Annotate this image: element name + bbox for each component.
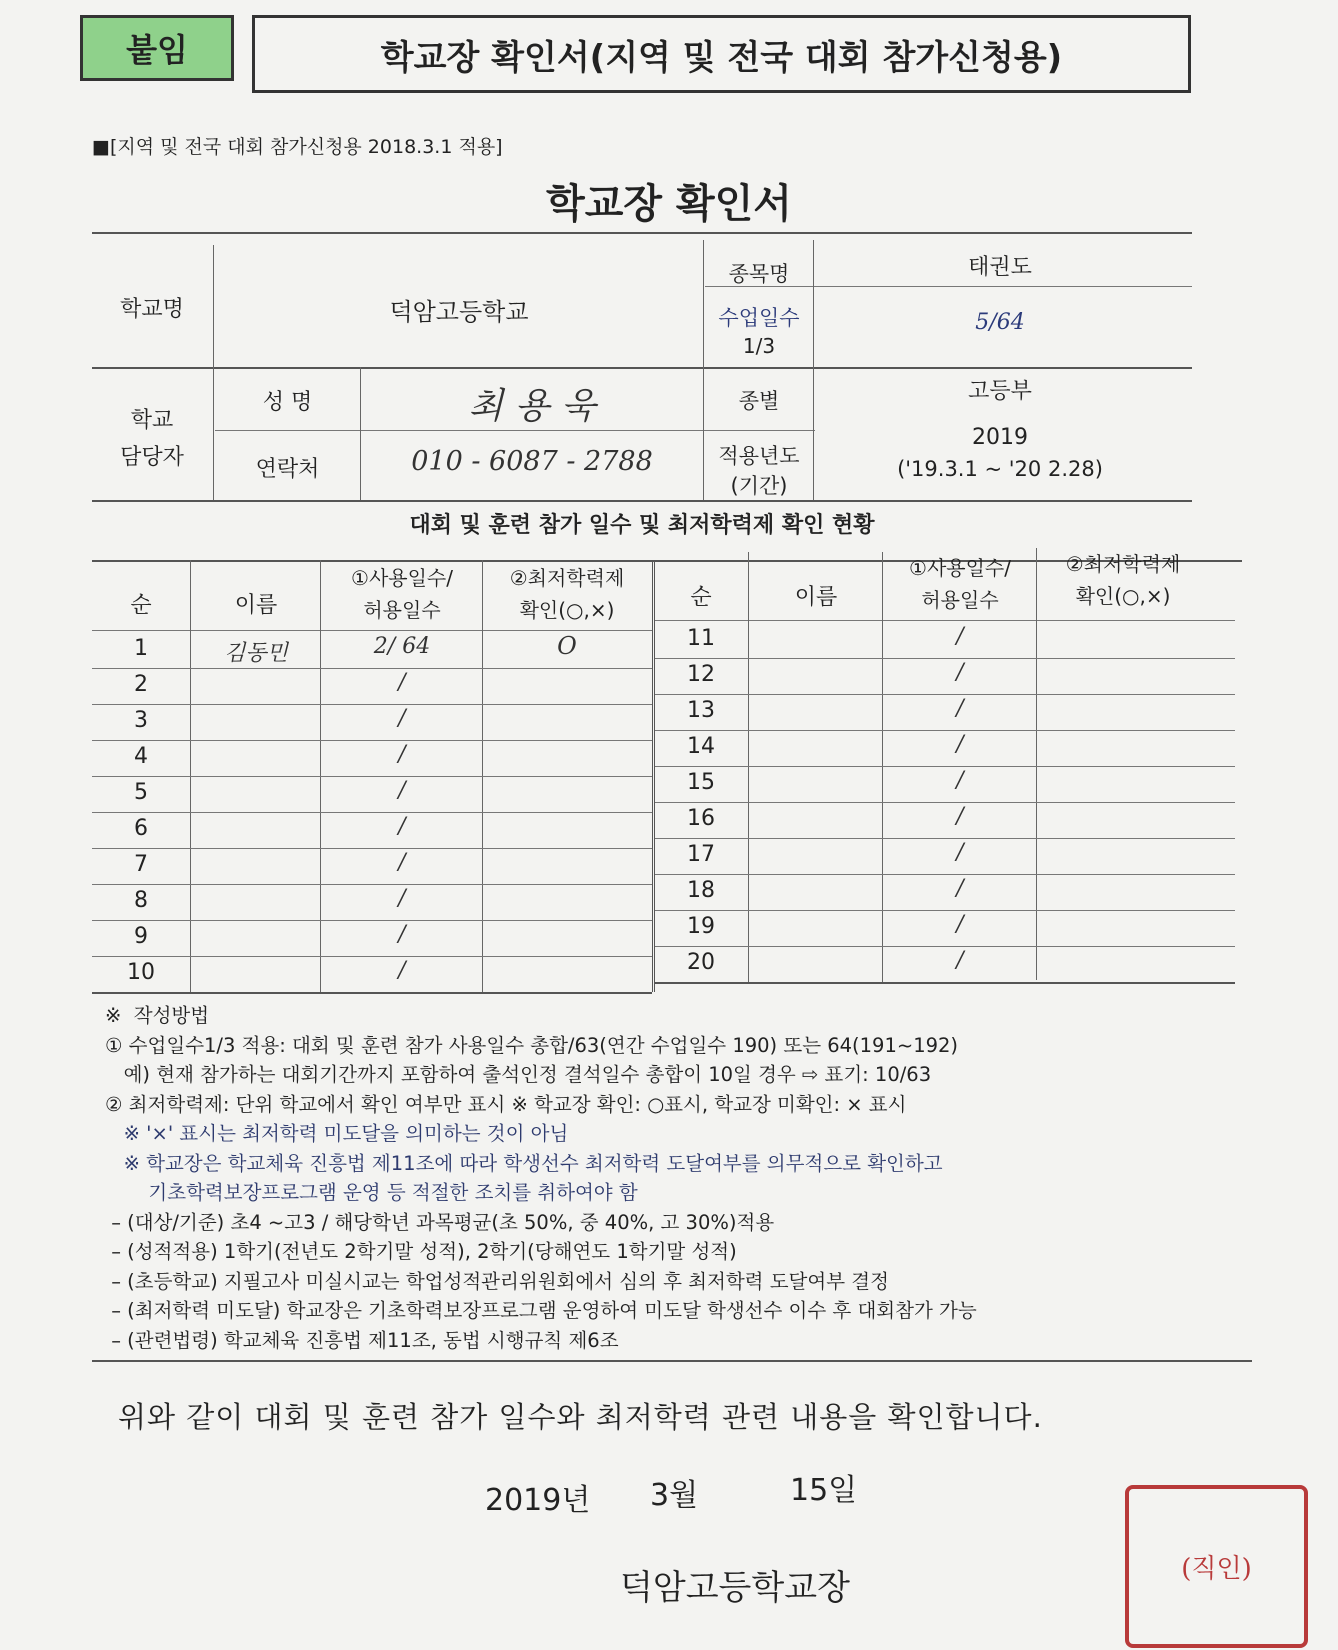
row-number: 19 xyxy=(687,914,715,939)
person-name-label: 성 명 xyxy=(262,390,313,415)
row-days: / xyxy=(398,742,406,767)
year-label-period: (기간) xyxy=(730,474,788,498)
header-check-left-2: 확인(○,×) xyxy=(519,598,615,622)
year-value: 2019 xyxy=(972,425,1028,450)
contact-row-divider xyxy=(215,430,705,431)
row-divider xyxy=(655,838,1235,839)
row-days: / xyxy=(956,768,964,793)
row-divider xyxy=(92,776,652,777)
row-number: 11 xyxy=(687,626,715,651)
info-col-line-4 xyxy=(813,240,814,500)
row-divider xyxy=(655,874,1235,875)
row-divider xyxy=(655,766,1235,767)
note-line: – (대상/기준) 초4 ~고3 / 해당학년 과목평균(초 50%, 중 40%, 고 30%)적용 xyxy=(105,1210,775,1234)
row-number: 4 xyxy=(134,744,148,769)
row-days: / xyxy=(398,814,406,839)
days-label-fraction: 1/3 xyxy=(742,334,776,358)
row-days: / xyxy=(398,670,406,695)
school-name-value: 덕암고등학교 xyxy=(389,298,529,326)
row-number: 9 xyxy=(134,924,148,949)
row-days: / xyxy=(398,958,406,983)
row-number: 1 xyxy=(134,636,148,661)
row-number: 15 xyxy=(687,770,715,795)
note-line: – (최저학력 미도달) 학교장은 기초학력보장프로그램 운영하여 미도달 학생선수 이수 후 대회참가 가능 xyxy=(105,1299,977,1322)
header-days-right-2: 허용일수 xyxy=(921,588,999,612)
header-no-left: 순 xyxy=(130,593,152,618)
person-name-signature: 최 용 욱 xyxy=(468,386,596,427)
school-name-label: 학교명 xyxy=(120,297,184,322)
header-check-right: ②최저학력제 xyxy=(1065,552,1181,576)
header-check-left: ②최저학력제 xyxy=(509,566,625,590)
date-month: 3월 xyxy=(650,1478,699,1513)
row-number: 10 xyxy=(127,960,155,985)
period-value: ('19.3.1 ~ '20 2.28) xyxy=(897,457,1103,481)
row-divider xyxy=(655,694,1235,695)
info-mid-border xyxy=(92,367,1192,369)
row-number: 2 xyxy=(134,672,148,697)
row-divider xyxy=(92,704,652,705)
notes-bottom-border xyxy=(92,1360,1252,1362)
info-bottom-border xyxy=(92,500,1192,502)
header-days-left-2: 허용일수 xyxy=(363,598,441,622)
info-col-line-1 xyxy=(213,245,214,500)
row-divider xyxy=(655,802,1235,803)
attachment-tag: 붙임 xyxy=(80,15,234,81)
phone-value: 010 - 6087 - 2788 xyxy=(411,446,653,477)
note-line: ※ 작성방법 xyxy=(105,1004,210,1027)
contact-group-label-2: 담당자 xyxy=(120,445,184,470)
date-year: 2019년 xyxy=(485,1483,591,1518)
header-title: 학교장 확인서(지역 및 전국 대회 참가신청용) xyxy=(252,15,1191,93)
table-col-line xyxy=(1036,548,1037,980)
row-days: / xyxy=(956,696,964,721)
info-col-line-2 xyxy=(360,367,361,500)
confirmation-statement: 위와 같이 대회 및 훈련 참가 일수와 최저학력 관련 내용을 확인합니다. xyxy=(118,1400,1043,1434)
note-line: – (초등학교) 지필고사 미실시교는 학업성적관리위원회에서 심의 후 최저학력 도달여부 결정 xyxy=(105,1269,889,1293)
row-days: / xyxy=(956,804,964,829)
note-line: ② 최저학력제: 단위 학교에서 확인 여부만 표시 ※ 학교장 확인: ○표시, 학교장 미확인: × 표시 xyxy=(105,1092,907,1116)
header-no-right: 순 xyxy=(690,585,712,610)
row-days: / xyxy=(956,840,964,865)
days-value: 5/64 xyxy=(975,310,1025,335)
row-number: 14 xyxy=(687,734,715,759)
contact-group-label: 학교 xyxy=(130,408,174,433)
table-header-bottom-left xyxy=(92,630,652,631)
seal-label: (직인) xyxy=(1181,1554,1252,1584)
header-name-right: 이름 xyxy=(794,585,838,610)
table-col-line xyxy=(882,552,883,982)
row-days: / xyxy=(956,732,964,757)
days-label: 수업일수 xyxy=(718,306,800,330)
row-number: 5 xyxy=(134,780,148,805)
note-line: ※ '×' 표시는 최저학력 미도달을 의미하는 것이 아님 xyxy=(105,1122,569,1145)
row-divider xyxy=(655,946,1235,947)
row-name: 김동민 xyxy=(224,641,288,666)
info-top-border xyxy=(92,232,1192,234)
row-divider xyxy=(92,812,652,813)
row-number: 8 xyxy=(134,888,148,913)
sub-note: ■[지역 및 전국 대회 참가신청용 2018.3.1 적용] xyxy=(92,136,503,158)
division-label: 종별 xyxy=(738,389,780,413)
row-number: 16 xyxy=(687,806,715,831)
note-line: ① 수업일수1/3 적용: 대회 및 훈련 참가 사용일수 총합/63(연간 수업일수 190) 또는 64(191~192) xyxy=(105,1033,959,1057)
year-row-divider xyxy=(705,430,815,431)
row-days: / xyxy=(956,624,964,649)
row-number: 17 xyxy=(687,842,715,867)
table-bottom-border-left xyxy=(92,992,652,994)
header-name-left: 이름 xyxy=(234,593,278,618)
row-divider xyxy=(655,658,1235,659)
row-days: / xyxy=(398,886,406,911)
row-number: 13 xyxy=(687,698,715,723)
phone-label: 연락처 xyxy=(255,457,320,482)
division-value: 고등부 xyxy=(968,379,1032,404)
row-days: / xyxy=(956,876,964,901)
header-check-right-2: 확인(○,×) xyxy=(1075,584,1171,608)
row-divider xyxy=(92,884,652,885)
row-divider xyxy=(92,920,652,921)
header-days-left: ①사용일수/ xyxy=(351,566,453,590)
table-col-line xyxy=(748,552,749,982)
note-line: ※ 학교장은 학교체육 진흥법 제11조에 따라 학생선수 최저학력 도달여부를 의무적으로 확인하고 xyxy=(105,1151,943,1175)
header-days-right: ①사용일수/ xyxy=(909,556,1011,580)
section-title: 대회 및 훈련 참가 일수 및 최저학력제 확인 현황 xyxy=(409,513,875,538)
row-number: 20 xyxy=(687,950,715,975)
date-day: 15일 xyxy=(790,1473,858,1508)
row-number: 6 xyxy=(134,816,148,841)
info-col-line-3 xyxy=(703,240,704,500)
row-days: / xyxy=(956,912,964,937)
document-title: 학교장 확인서 xyxy=(546,181,792,227)
row-number: 12 xyxy=(687,662,715,687)
sport-label: 종목명 xyxy=(728,262,790,286)
row-divider xyxy=(655,910,1235,911)
note-line: – (관련법령) 학교체육 진흥법 제11조, 동법 시행규칙 제6조 xyxy=(105,1328,619,1352)
table-bottom-border-right xyxy=(655,982,1235,984)
row-days: / xyxy=(956,948,964,973)
row-divider xyxy=(655,730,1235,731)
row-days: / xyxy=(956,660,964,685)
principal-signer: 덕암고등학교장 xyxy=(620,1568,850,1608)
table-header-bottom-right xyxy=(655,620,1235,621)
row-number: 3 xyxy=(134,708,148,733)
note-line: 기초학력보장프로그램 운영 등 적절한 조치를 취하여야 함 xyxy=(105,1181,638,1204)
official-seal xyxy=(1125,1485,1308,1648)
row-days: / xyxy=(398,778,406,803)
row-number: 18 xyxy=(687,878,715,903)
row-days: / xyxy=(398,706,406,731)
note-line: 예) 현재 참가하는 대회기간까지 포함하여 출석인정 결석일수 총합이 10일 경우 ⇨ 표기: 10/63 xyxy=(105,1063,932,1086)
row-days: / xyxy=(398,850,406,875)
row-check: O xyxy=(557,632,577,660)
sport-value: 태권도 xyxy=(968,255,1032,280)
row-divider xyxy=(92,848,652,849)
row-divider xyxy=(92,668,652,669)
row-days: 2/ 64 xyxy=(373,634,431,659)
row-divider xyxy=(92,956,652,957)
note-line: – (성적적용) 1학기(전년도 2학기말 성적), 2학기(당해연도 1학기말 성적) xyxy=(105,1240,737,1263)
row-divider xyxy=(92,740,652,741)
row-days: / xyxy=(398,922,406,947)
year-label: 적용년도 xyxy=(718,444,800,468)
row-number: 7 xyxy=(134,852,148,877)
